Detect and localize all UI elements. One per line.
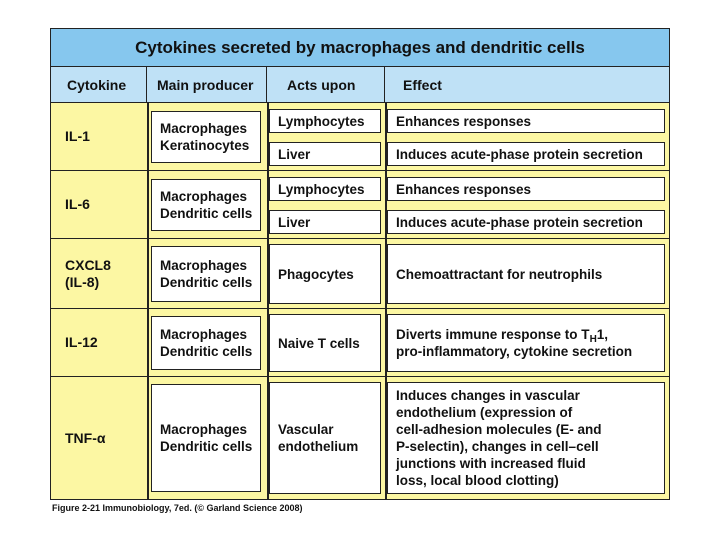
table-row — [51, 239, 669, 309]
target-cell: Liver — [269, 210, 381, 234]
header-acts-upon: Acts upon — [267, 67, 385, 102]
producer-cell — [151, 111, 261, 163]
target-cell: Phagocytes — [269, 244, 381, 304]
table-row — [51, 103, 669, 171]
producer-line: Dendritic cells — [160, 439, 253, 454]
producer-line: Dendritic cells — [160, 206, 253, 221]
table-row — [51, 309, 669, 377]
producer-line: Macrophages — [160, 121, 248, 136]
table-row — [51, 377, 669, 499]
cytokine-table — [50, 28, 670, 500]
effect-line: Diverts immune response to $T_H1$, — [396, 327, 609, 345]
producer-line: Macrophages — [160, 189, 248, 204]
column-divider — [147, 309, 149, 376]
header-cytokine: Cytokine — [51, 67, 147, 102]
effect-cell — [387, 382, 665, 494]
table-row — [51, 171, 669, 239]
header-effect: Effect — [403, 76, 442, 93]
effect-line: junctions with increased fluid — [396, 456, 586, 471]
producer-cell — [151, 384, 261, 492]
table-header — [51, 67, 669, 103]
table-title: Cytokines secreted by macrophages and dendritic cells — [51, 29, 669, 67]
column-divider — [147, 377, 149, 499]
cytokine-name: IL-1 — [65, 128, 90, 144]
cytokine-line: CXCL8 — [65, 256, 111, 273]
effect-cell: Induces acute-phase protein secretion — [387, 210, 665, 234]
header-main-producer: Main producer — [147, 67, 267, 102]
producer-line: Dendritic cells — [160, 344, 253, 359]
effect-cell: Enhances responses — [387, 177, 665, 201]
producer-line: Dendritic cells — [160, 275, 253, 290]
target-cell: Naive T cells — [269, 314, 381, 372]
column-divider — [147, 171, 149, 238]
effect-cell: Induces acute-phase protein secretion — [387, 142, 665, 166]
target-cell — [269, 382, 381, 494]
producer-line: Macrophages — [160, 422, 248, 437]
effect-line: endothelium (expression of — [396, 405, 573, 420]
producer-line: Macrophages — [160, 327, 248, 342]
cytokine-name — [65, 239, 145, 308]
target-cell: Lymphocytes — [269, 177, 381, 201]
target-cell: Liver — [269, 142, 381, 166]
effect-cell — [387, 314, 665, 372]
producer-cell — [151, 179, 261, 231]
effect-cell: Chemoattractant for neutrophils — [387, 244, 665, 304]
effect-line: cell-adhesion molecules (E- and — [396, 422, 602, 437]
target-cell: Lymphocytes — [269, 109, 381, 133]
producer-cell — [151, 316, 261, 370]
producer-cell — [151, 246, 261, 302]
figure-caption: Figure 2-21 Immunobiology, 7ed. (© Garland Science 2008) — [52, 503, 303, 513]
column-divider — [147, 103, 149, 170]
target-line: endothelium — [278, 439, 359, 454]
cytokine-line: (IL-8) — [65, 273, 100, 290]
producer-line: Keratinocytes — [160, 138, 250, 153]
effect-cell: Enhances responses — [387, 109, 665, 133]
effect-line: loss, local blood clotting) — [396, 473, 559, 488]
effect-line: Induces changes in vascular — [396, 388, 580, 403]
cytokine-name: IL-12 — [65, 334, 98, 350]
effect-line: pro-inflammatory, cytokine secretion — [396, 344, 633, 359]
producer-line: Macrophages — [160, 258, 248, 273]
effect-line: P-selectin), changes in cell–cell — [396, 439, 599, 454]
target-line: Vascular — [278, 422, 334, 437]
column-divider — [147, 239, 149, 308]
cytokine-name: TNF-α — [65, 429, 106, 446]
cytokine-name: IL-6 — [65, 196, 90, 212]
